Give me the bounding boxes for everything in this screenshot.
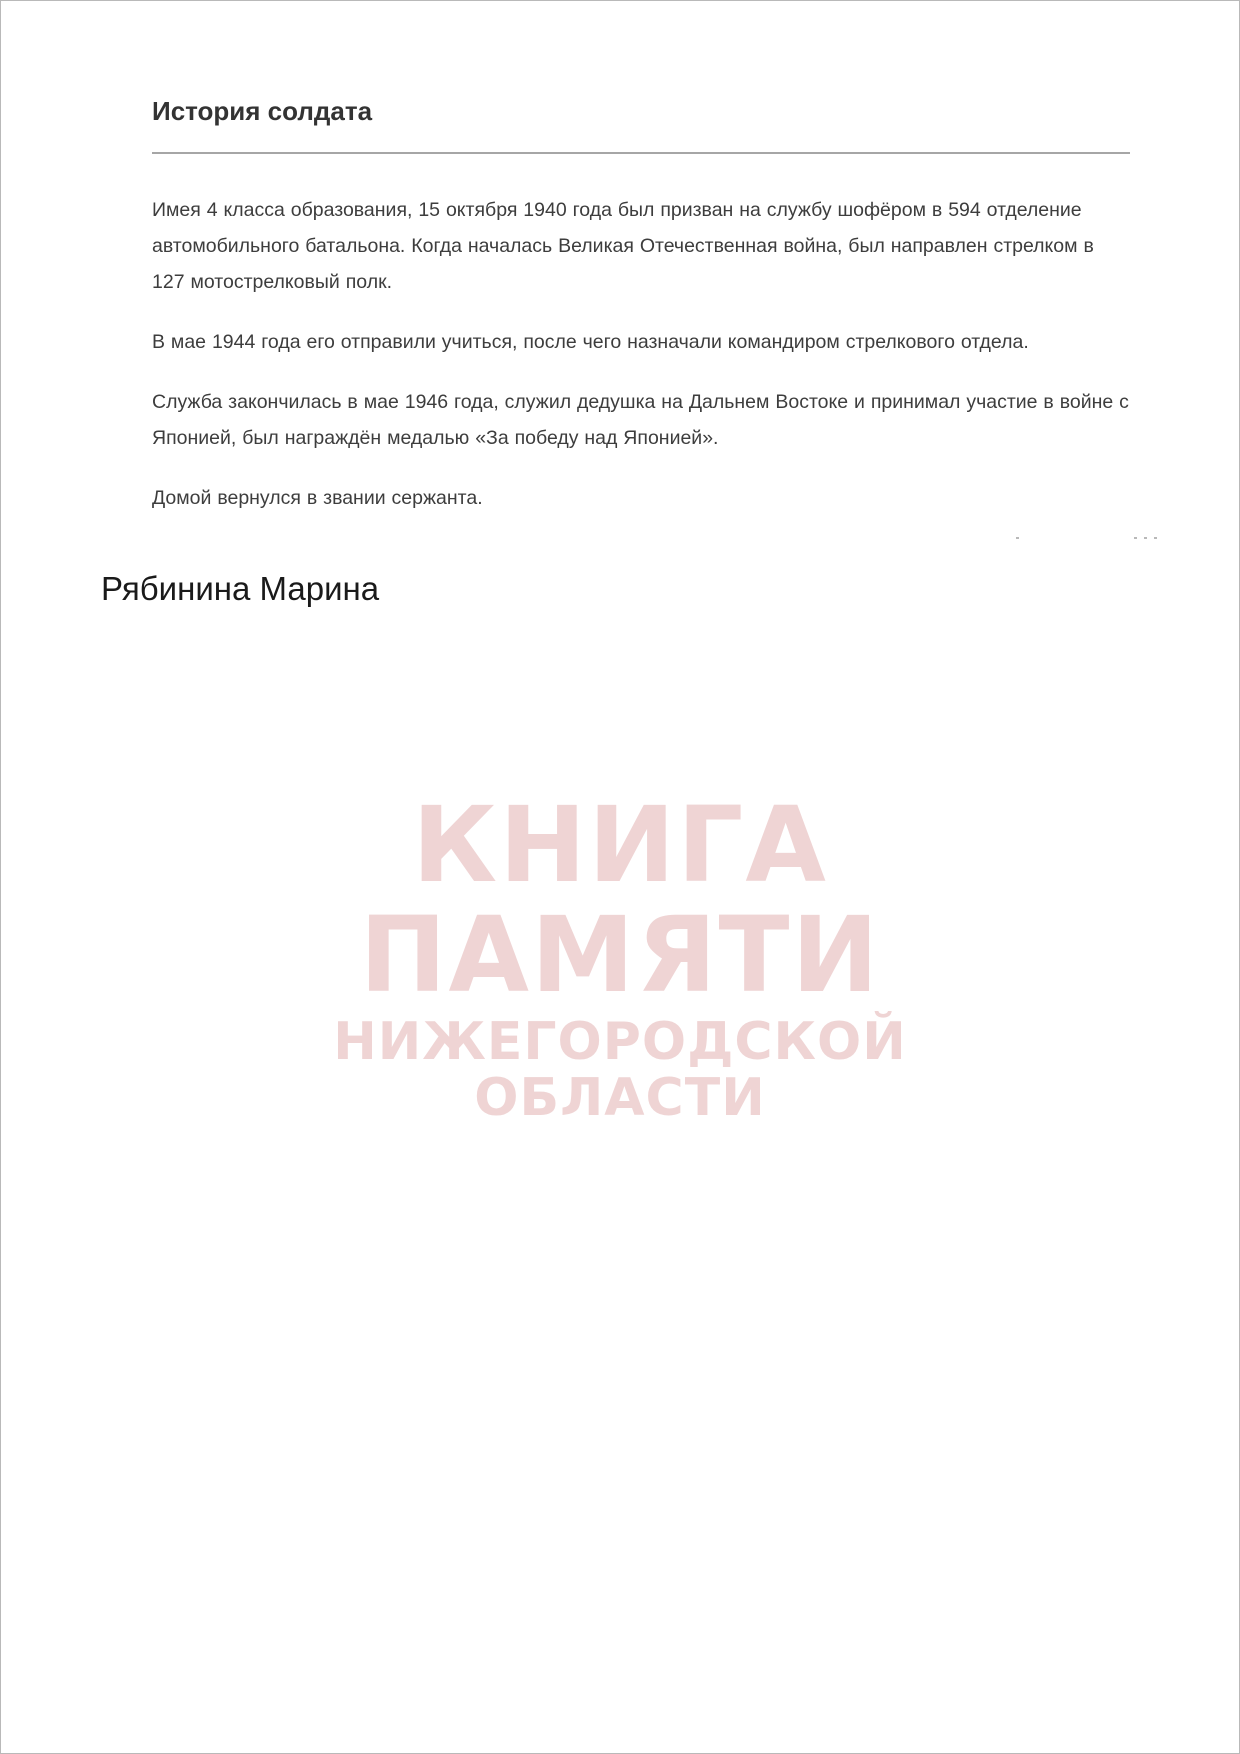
scan-artifact	[1016, 537, 1166, 541]
scan-speck	[1016, 537, 1019, 539]
soldier-story	[152, 88, 1130, 540]
author-name: Рябинина Марина	[101, 570, 380, 607]
section-title: История солдата	[152, 96, 373, 126]
story-body	[152, 192, 1130, 516]
title-divider	[152, 152, 1130, 154]
scan-speck	[1134, 537, 1137, 539]
story-paragraph-2: В мае 1944 года его отправили учиться, после чего назначали командиром стрелкового отдела.	[152, 331, 1029, 353]
story-paragraph-1: Имея 4 класса образования, 15 октября 1940 года был призван на службу шофёром в 594 отделение автомобильного батальона. Когда началась Великая Отечественная война, был направлен стрелком в 127 мотострелковый полк.	[152, 199, 1094, 293]
story-paragraph-4: Домой вернулся в звании сержанта.	[152, 487, 483, 509]
scan-speck	[1154, 537, 1157, 539]
watermark-line-1: КНИГА ПАМЯТИ	[359, 784, 881, 1016]
story-paragraph-3: Служба закончилась в мае 1946 года, служил дедушка на Дальнем Востоке и принимал участие в войне с Японией, был награждён медалью «За победу над Японией».	[152, 391, 1129, 449]
watermark	[190, 784, 1050, 1128]
scan-speck	[1144, 537, 1147, 539]
watermark-line-2: НИЖЕГОРОДСКОЙ ОБЛАСТИ	[333, 1012, 907, 1128]
